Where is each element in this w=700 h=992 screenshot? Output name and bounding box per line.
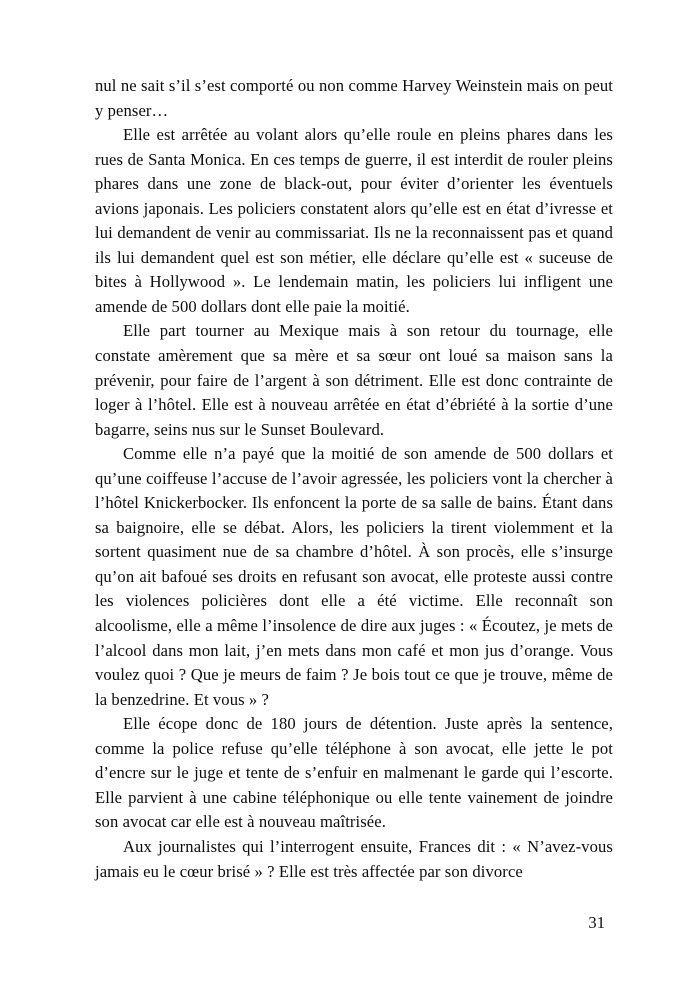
paragraph-mexique: Elle part tourner au Mexique mais à son retour du tournage, elle constate amèrement que sa mère et sa sœur ont loué sa maison sans la prévenir, pour faire de l’argent à son détriment. Elle est donc contrainte de loger à l’hôtel. Elle est à nouveau arrêtée en état d’ébriété à la sortie d’une bagarre, seins nus sur le Sunset Boulevard.: [95, 321, 613, 439]
paragraph-arrest-santa-monica: Elle est arrêtée au volant alors qu’elle roule en pleins phares dans les rues de Santa Monica. En ces temps de guerre, il est interdit de rouler pleins phares dans une zone de black-out, pour éviter d’orienter les éventuels avions japonais. Les policiers constatent alors qu’elle est en état d’ivresse et lui demandent de venir au commissariat. Ils ne la reconnaissent pas et quand ils lui demandent quel est son métier, elle déclare qu’elle est « suceuse de bites à Hollywood ». Le lendemain matin, les policiers lui infligent une amende de 500 dollars dont elle paie la moitié.: [95, 125, 613, 316]
page-number: 31: [588, 913, 605, 932]
paragraph-journalistes: Aux journalistes qui l’interrogent ensuite, Frances dit : « N’avez-vous jamais eu le cœur brisé » ? Elle est très affectée par son divorce: [95, 836, 613, 881]
paragraph-continuation: nul ne sait s’il s’est comporté ou non comme Harvey Weinstein mais on peut y penser…: [95, 76, 613, 120]
page-text-block: [95, 74, 613, 884]
paragraph-knickerbocker: Comme elle n’a payé que la moitié de son amende de 500 dollars et qu’une coiffeuse l’accuse de l’avoir agressée, les policiers vont la chercher à l’hôtel Knickerbocker. Ils enfoncent la porte de sa salle de bains. Étant dans sa baignoire, elle se débat. Alors, les policiers la tirent violemment et la sortent quasiment nue de sa chambre d’hôtel. À son procès, elle s’insurge qu’on ait bafoué ses droits en refusant son avocat, elle proteste aussi contre les violences policières dont elle a été victime. Elle reconnaît son alcoolisme, elle a même l’insolence de dire aux juges : « Écoutez, je mets de l’alcool dans mon lait, j’en mets dans mon café et mon jus d’orange. Vous voulez quoi ? Que je meurs de faim ? Je bois tout ce que je trouve, même de la benzedrine. Et vous » ?: [95, 444, 613, 709]
paragraph-detention: Elle écope donc de 180 jours de détention. Juste après la sentence, comme la police refuse qu’elle téléphone à son avocat, elle jette le pot d’encre sur le juge et tente de s’enfuir en malmenant le garde qui l’escorte. Elle parvient à une cabine téléphonique ou elle tente vainement de joindre son avocat car elle est à nouveau maîtrisée.: [95, 714, 613, 832]
